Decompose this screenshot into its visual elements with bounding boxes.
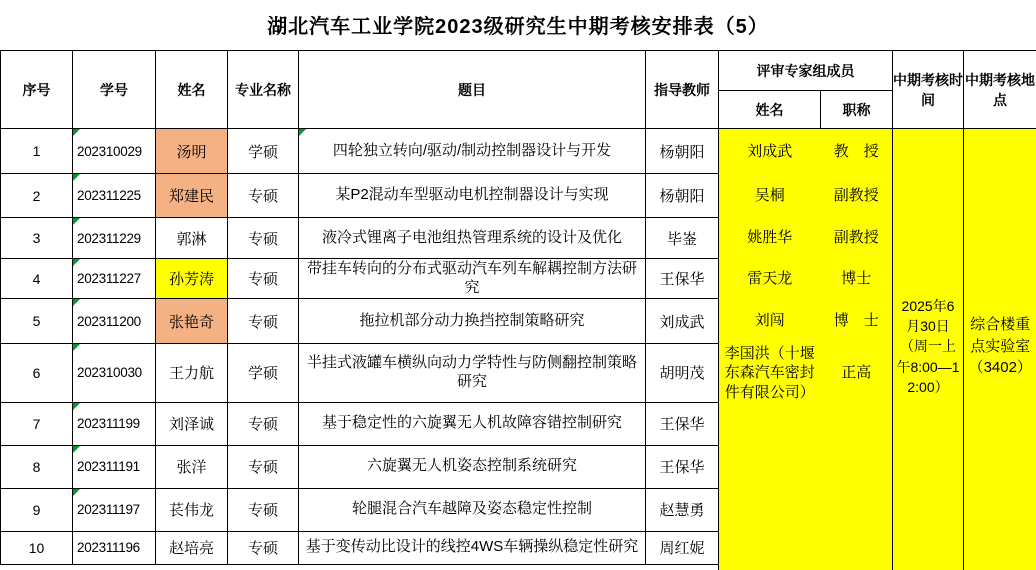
header-exam-time: 中期考核时间 bbox=[893, 51, 964, 129]
row-major: 专硕 bbox=[228, 488, 299, 531]
stored-as-text-flag-icon bbox=[73, 299, 80, 306]
header-seq: 序号 bbox=[1, 51, 73, 129]
row-advisor: 王保华 bbox=[646, 402, 719, 445]
row-name: 张艳奇 bbox=[156, 299, 228, 344]
row-advisor: 胡明茂 bbox=[646, 344, 719, 403]
row-advisor: 赵慧勇 bbox=[646, 488, 719, 531]
row-name: 郑建民 bbox=[156, 174, 228, 218]
expert-name-cell: 刘成武 bbox=[719, 129, 821, 174]
expert-title-cell: 博士 bbox=[821, 259, 893, 299]
row-advisor: 王保华 bbox=[646, 445, 719, 488]
row-topic: 基于稳定性的六旋翼无人机故障容错控制研究 bbox=[299, 402, 646, 445]
row-seq: 2 bbox=[1, 174, 73, 218]
table-row bbox=[1, 402, 1036, 445]
stored-as-text-flag-icon bbox=[73, 403, 80, 410]
row-student-id: 202311225 bbox=[73, 174, 156, 218]
row-name: 赵培亮 bbox=[156, 531, 228, 564]
stored-as-text-flag-icon bbox=[73, 218, 80, 225]
row-topic: 轮腿混合汽车越障及姿态稳定性控制 bbox=[299, 488, 646, 531]
header-major: 专业名称 bbox=[228, 51, 299, 129]
expert-name-cell: 姚胜华 bbox=[719, 218, 821, 259]
expert-title-cell: 教 授 bbox=[821, 129, 893, 174]
row-topic: 液冷式锂离子电池组热管理系统的设计及优化 bbox=[299, 218, 646, 259]
expert-title-cell: 副教授 bbox=[821, 218, 893, 259]
expert-name-cell: 刘闯 bbox=[719, 299, 821, 344]
row-seq: 1 bbox=[1, 129, 73, 174]
row-advisor: 毕崟 bbox=[646, 218, 719, 259]
row-student-id: 202311200 bbox=[73, 299, 156, 344]
row-seq: 5 bbox=[1, 299, 73, 344]
stored-as-text-flag-icon bbox=[73, 174, 80, 181]
row-student-id: 202310030 bbox=[73, 344, 156, 403]
expert-title-cell: 副教授 bbox=[821, 174, 893, 218]
row-topic: 半挂式液罐车横纵向动力学特性与防侧翻控制策略研究 bbox=[299, 344, 646, 403]
table-row bbox=[1, 218, 1036, 259]
schedule-table bbox=[0, 50, 1036, 565]
header-name: 姓名 bbox=[156, 51, 228, 129]
expert-title-cell bbox=[821, 445, 893, 488]
row-name: 苌伟龙 bbox=[156, 488, 228, 531]
stored-as-text-flag-icon bbox=[299, 129, 306, 136]
row-major: 专硕 bbox=[228, 259, 299, 299]
expert-name-cell bbox=[719, 488, 821, 531]
exam-location-cell: 综合楼重点实验室（3402） bbox=[964, 129, 1036, 565]
row-name: 汤明 bbox=[156, 129, 228, 174]
row-name: 孙芳涛 bbox=[156, 259, 228, 299]
table-row bbox=[1, 344, 1036, 403]
row-name: 王力航 bbox=[156, 344, 228, 403]
stored-as-text-flag-icon bbox=[73, 344, 80, 351]
row-topic: 六旋翼无人机姿态控制系统研究 bbox=[299, 445, 646, 488]
row-seq: 7 bbox=[1, 402, 73, 445]
expert-title-cell bbox=[821, 402, 893, 445]
table-row bbox=[1, 299, 1036, 344]
row-student-id: 202311191 bbox=[73, 445, 156, 488]
cutoff-strip-line bbox=[892, 563, 893, 570]
expert-title-cell: 博 士 bbox=[821, 299, 893, 344]
row-student-id: 202311227 bbox=[73, 259, 156, 299]
exam-time-cell: 2025年6月30日（周一上午8:00—12:00） bbox=[893, 129, 964, 565]
header-topic: 题目 bbox=[299, 51, 646, 129]
expert-name-cell: 李国洪（十堰东森汽车密封件有限公司） bbox=[719, 344, 821, 403]
row-major: 专硕 bbox=[228, 402, 299, 445]
stored-as-text-flag-icon bbox=[73, 489, 80, 496]
row-student-id: 202310029 bbox=[73, 129, 156, 174]
row-student-id: 202311229 bbox=[73, 218, 156, 259]
expert-name-cell bbox=[719, 402, 821, 445]
header-expert-title: 职称 bbox=[821, 91, 893, 129]
header-exam-location: 中期考核地点 bbox=[964, 51, 1036, 129]
row-seq: 4 bbox=[1, 259, 73, 299]
row-major: 专硕 bbox=[228, 445, 299, 488]
stored-as-text-flag-icon bbox=[73, 259, 80, 266]
row-major: 学硕 bbox=[228, 344, 299, 403]
row-topic: 某P2混动车型驱动电机控制器设计与实现 bbox=[299, 174, 646, 218]
header-experts-group: 评审专家组成员 bbox=[719, 51, 893, 91]
table-row bbox=[1, 531, 1036, 564]
row-topic: 拖拉机部分动力换挡控制策略研究 bbox=[299, 299, 646, 344]
row-seq: 9 bbox=[1, 488, 73, 531]
row-advisor: 周红妮 bbox=[646, 531, 719, 564]
row-advisor: 杨朝阳 bbox=[646, 129, 719, 174]
expert-name-cell bbox=[719, 531, 821, 564]
table-row bbox=[1, 445, 1036, 488]
row-seq: 6 bbox=[1, 344, 73, 403]
page-title: 湖北汽车工业学院2023级研究生中期考核安排表（5） bbox=[267, 15, 769, 38]
cutoff-strip-line bbox=[963, 563, 964, 570]
table-cutoff-strip bbox=[718, 563, 1036, 570]
table-row bbox=[1, 129, 1036, 174]
header-advisor: 指导教师 bbox=[646, 51, 719, 129]
expert-name-cell bbox=[719, 445, 821, 488]
row-topic: 基于变传动比设计的线控4WS车辆操纵稳定性研究 bbox=[299, 531, 646, 564]
expert-title-cell bbox=[821, 531, 893, 564]
row-advisor: 王保华 bbox=[646, 259, 719, 299]
row-seq: 8 bbox=[1, 445, 73, 488]
row-topic: 四轮独立转向/驱动/制动控制器设计与开发 bbox=[299, 129, 646, 174]
table-row bbox=[1, 259, 1036, 299]
table-row bbox=[1, 174, 1036, 218]
table-body bbox=[1, 129, 1036, 565]
stored-as-text-flag-icon bbox=[73, 446, 80, 453]
row-student-id: 202311196 bbox=[73, 531, 156, 564]
row-name: 张洋 bbox=[156, 445, 228, 488]
stored-as-text-flag-icon bbox=[73, 129, 80, 136]
row-seq: 10 bbox=[1, 531, 73, 564]
row-student-id: 202311197 bbox=[73, 488, 156, 531]
row-seq: 3 bbox=[1, 218, 73, 259]
row-major: 专硕 bbox=[228, 531, 299, 564]
header-expert-name: 姓名 bbox=[719, 91, 821, 129]
expert-title-cell bbox=[821, 488, 893, 531]
row-major: 专硕 bbox=[228, 218, 299, 259]
row-major: 学硕 bbox=[228, 129, 299, 174]
expert-name-cell: 雷天龙 bbox=[719, 259, 821, 299]
header-student-id: 学号 bbox=[73, 51, 156, 129]
row-major: 专硕 bbox=[228, 299, 299, 344]
row-advisor: 杨朝阳 bbox=[646, 174, 719, 218]
row-major: 专硕 bbox=[228, 174, 299, 218]
row-topic: 带挂车转向的分布式驱动汽车列车解耦控制方法研究 bbox=[299, 259, 646, 299]
expert-name-cell: 吴桐 bbox=[719, 174, 821, 218]
expert-title-cell: 正高 bbox=[821, 344, 893, 403]
row-advisor: 刘成武 bbox=[646, 299, 719, 344]
table-header bbox=[1, 51, 1036, 129]
row-student-id: 202311199 bbox=[73, 402, 156, 445]
table-row bbox=[1, 488, 1036, 531]
row-name: 郭淋 bbox=[156, 218, 228, 259]
row-name: 刘泽诚 bbox=[156, 402, 228, 445]
